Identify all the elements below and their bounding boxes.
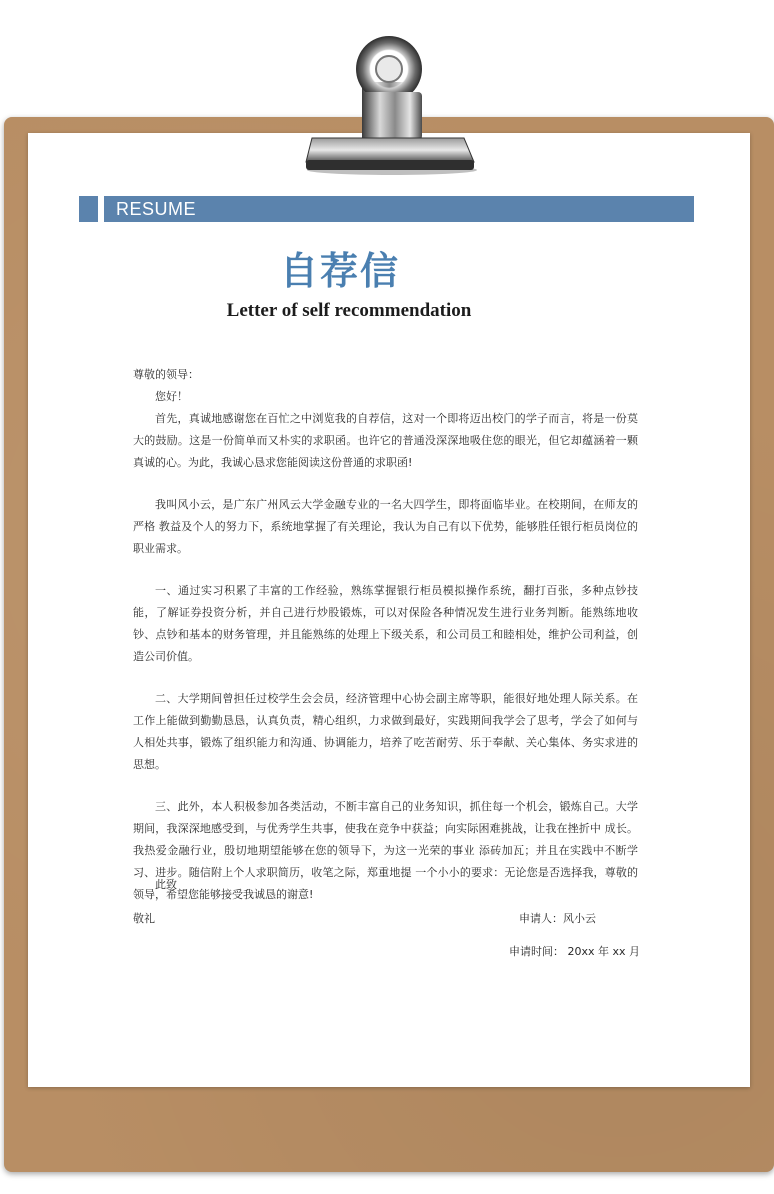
letter-body: [133, 364, 638, 906]
binder-clip-icon: [292, 22, 482, 177]
resume-tab-block: [79, 196, 98, 222]
paragraph-intro: 首先，真诚地感谢您在百忙之中浏览我的自荐信，这对一个即将迈出校门的学子而言，将是一份莫大的鼓励。这是一份简单而又朴实的求职函。也许它的普通没深深地吸住您的眼光，但它却蕴涵着一颗真诚的心。为此，我诚心恳求您能阅读这份普通的求职函!: [133, 412, 638, 469]
page-subtitle: Letter of self recommendation: [226, 300, 472, 321]
applicant-name: 申请人：风小云: [519, 912, 596, 925]
regards: 敬礼: [133, 912, 155, 925]
application-date: 申请时间： 20xx 年 xx 月: [509, 945, 641, 958]
greeting: 您好！: [155, 390, 188, 403]
resume-label: RESUME: [116, 199, 197, 219]
page-title: 自荐信: [279, 249, 400, 293]
salutation: 尊敬的领导：: [133, 368, 199, 381]
paragraph-point-one: 一、通过实习积累了丰富的工作经验，熟练掌握银行柜员模拟操作系统，翻打百张，多种点钞技能，了解证券投资分析，并自己进行炒股锻炼，可以对保险各种情况发生进行业务判断。能熟练地收钞、点钞和基本的财务管理，并且能熟练的处理上下级关系，和公司员工和睦相处，维护公司利益，创造公司价值。: [133, 584, 638, 663]
paragraph-point-three: 三、此外，本人积极参加各类活动，不断丰富自己的业务知识，抓住每一个机会，锻炼自己。大学期间，我深深地感受到，与优秀学生共事，使我在竞争中获益；向实际困难挑战，让我在挫折中 成长。我热爱金融行业，殷切地期望能够在您的领导下，为这一光荣的事业 添砖加瓦；并且在实践中不断学习、进步。随信附上个人求职简历，收笔之际，郑重地提 一个小小的要求：无论您是否选择我，尊敬的领导，希望您能够接受我诚恳的谢意!: [133, 800, 638, 901]
resume-header-bar: [79, 196, 694, 222]
paragraph-self-introduction: 我叫风小云，是广东广州风云大学金融专业的一名大四学生，即将面临毕业。在校期间，在师友的严格 教益及个人的努力下，系统地掌握了有关理论，我认为自己有以下优势，能够胜任银行柜员岗位的职业需求。: [133, 498, 638, 555]
closing-phrase: 此致: [155, 878, 177, 891]
paragraph-point-two: 二、大学期间曾担任过校学生会会员，经济管理中心协会副主席等职，能很好地处理人际关系。在工作上能做到勤勤恳恳，认真负责，精心组织，力求做到最好，实践期间我学会了思考，学会了如何与人相处共事，锻炼了组织能力和沟通、协调能力，培养了吃苦耐劳、乐于奉献、关心集体、务实求进的思想。: [133, 692, 638, 771]
